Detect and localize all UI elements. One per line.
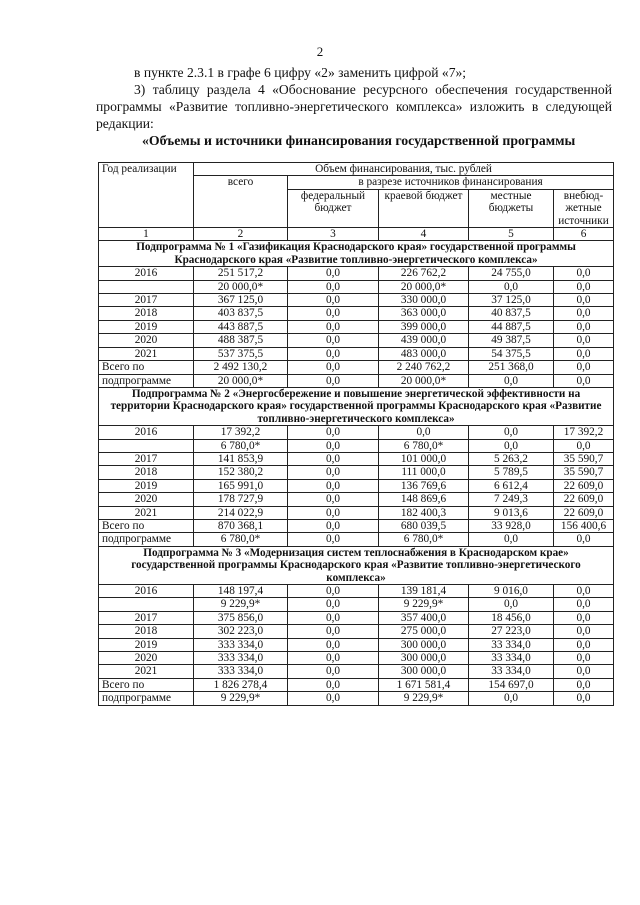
value-cell: 488 387,5 — [194, 334, 288, 347]
value-cell: 251 517,2 — [194, 267, 288, 280]
value-cell: 9 016,0 — [469, 585, 554, 598]
table-row — [99, 638, 614, 651]
value-cell: 275 000,0 — [379, 625, 469, 638]
value-cell: 20 000,0* — [194, 374, 288, 387]
table-row — [99, 625, 614, 638]
value-cell: 141 853,9 — [194, 452, 288, 465]
value-cell: 302 223,0 — [194, 625, 288, 638]
value-cell: 0,0 — [469, 439, 554, 452]
value-cell: 154 697,0 — [469, 678, 554, 691]
value-cell: 0,0 — [288, 678, 379, 691]
value-cell: 0,0 — [288, 334, 379, 347]
value-cell: 22 609,0 — [554, 493, 614, 506]
value-cell: 22 609,0 — [554, 479, 614, 492]
year-cell — [99, 598, 194, 611]
value-cell: 33 334,0 — [469, 665, 554, 678]
col-num-4: 4 — [379, 228, 469, 241]
table-row — [99, 611, 614, 624]
table-row — [99, 665, 614, 678]
year-cell: 2021 — [99, 506, 194, 519]
value-cell: 9 229,9* — [194, 598, 288, 611]
value-cell: 0,0 — [554, 307, 614, 320]
value-cell: 7 249,3 — [469, 493, 554, 506]
value-cell: 226 762,2 — [379, 267, 469, 280]
value-cell: 537 375,5 — [194, 347, 288, 360]
value-cell: 0,0 — [469, 374, 554, 387]
table-row — [99, 452, 614, 465]
year-cell: 2018 — [99, 307, 194, 320]
value-cell: 333 334,0 — [194, 665, 288, 678]
year-cell: 2021 — [99, 665, 194, 678]
subprogram-title: Подпрограмма № 2 «Энергосбережение и повышение энергетической эффективности на территории Краснодарского края» государственной программы Краснодарского края «Развитие топливно-энергетического комплекса» — [99, 387, 614, 425]
year-cell: 2020 — [99, 652, 194, 665]
value-cell: 24 755,0 — [469, 267, 554, 280]
value-cell: 0,0 — [554, 280, 614, 293]
header-by-sources: в разрезе источников финансирования — [288, 176, 614, 189]
year-cell: подпрограмме — [99, 692, 194, 705]
table-row — [99, 692, 614, 705]
value-cell: 300 000,0 — [379, 638, 469, 651]
value-cell: 0,0 — [554, 320, 614, 333]
value-cell: 33 334,0 — [469, 638, 554, 651]
header-total: всего — [194, 176, 288, 228]
value-cell: 139 181,4 — [379, 585, 469, 598]
paragraph-number: 3) — [134, 82, 146, 97]
year-cell: 2020 — [99, 493, 194, 506]
value-cell: 375 856,0 — [194, 611, 288, 624]
value-cell: 178 727,9 — [194, 493, 288, 506]
value-cell: 17 392,2 — [194, 426, 288, 439]
value-cell: 148 197,4 — [194, 585, 288, 598]
value-cell: 0,0 — [469, 692, 554, 705]
value-cell: 0,0 — [288, 307, 379, 320]
value-cell: 18 456,0 — [469, 611, 554, 624]
table-row — [99, 598, 614, 611]
table-row — [99, 374, 614, 387]
value-cell: 0,0 — [288, 493, 379, 506]
table-row — [99, 678, 614, 691]
value-cell: 0,0 — [554, 439, 614, 452]
value-cell: 17 392,2 — [554, 426, 614, 439]
value-cell: 0,0 — [288, 426, 379, 439]
value-cell: 35 590,7 — [554, 466, 614, 479]
year-cell: подпрограмме — [99, 374, 194, 387]
value-cell: 49 387,5 — [469, 334, 554, 347]
value-cell: 0,0 — [288, 611, 379, 624]
value-cell: 1 671 581,4 — [379, 678, 469, 691]
value-cell: 0,0 — [288, 374, 379, 387]
value-cell: 20 000,0* — [379, 374, 469, 387]
col-num-2: 2 — [194, 228, 288, 241]
value-cell: 6 612,4 — [469, 479, 554, 492]
year-cell: 2017 — [99, 611, 194, 624]
paragraph-text: таблицу раздела 4 «Обоснование ресурсного обеспечения государственной программы «Развитие топливно-энергетического комплекса» изложить в следующей редакции: — [96, 82, 612, 131]
value-cell: 0,0 — [288, 533, 379, 546]
value-cell: 0,0 — [554, 611, 614, 624]
table-row — [99, 466, 614, 479]
year-cell: Всего по — [99, 361, 194, 374]
value-cell: 0,0 — [288, 267, 379, 280]
value-cell: 0,0 — [554, 533, 614, 546]
year-cell: 2017 — [99, 294, 194, 307]
header-federal: федеральный бюджет — [288, 189, 379, 227]
value-cell: 357 400,0 — [379, 611, 469, 624]
table-row — [99, 479, 614, 492]
table-row — [99, 347, 614, 360]
value-cell: 6 780,0* — [194, 533, 288, 546]
value-cell: 870 368,1 — [194, 519, 288, 532]
value-cell: 0,0 — [288, 466, 379, 479]
financing-table — [98, 162, 614, 706]
value-cell: 20 000,0* — [194, 280, 288, 293]
value-cell: 300 000,0 — [379, 665, 469, 678]
value-cell: 152 380,2 — [194, 466, 288, 479]
value-cell: 0,0 — [288, 598, 379, 611]
value-cell: 6 780,0* — [379, 439, 469, 452]
value-cell: 9 229,9* — [379, 692, 469, 705]
value-cell: 439 000,0 — [379, 334, 469, 347]
value-cell: 2 492 130,2 — [194, 361, 288, 374]
value-cell: 40 837,5 — [469, 307, 554, 320]
value-cell: 54 375,5 — [469, 347, 554, 360]
value-cell: 20 000,0* — [379, 280, 469, 293]
value-cell: 0,0 — [288, 692, 379, 705]
value-cell: 0,0 — [288, 347, 379, 360]
paragraph-amendment-1: в пункте 2.3.1 в графе 6 цифру «2» заменить цифрой «7»; — [134, 65, 467, 80]
value-cell: 111 000,0 — [379, 466, 469, 479]
header-local: местные бюджеты — [469, 189, 554, 227]
value-cell: 5 789,5 — [469, 466, 554, 479]
value-cell: 0,0 — [554, 625, 614, 638]
value-cell: 0,0 — [288, 320, 379, 333]
value-cell: 443 887,5 — [194, 320, 288, 333]
table-row — [99, 585, 614, 598]
value-cell: 22 609,0 — [554, 506, 614, 519]
col-num-3: 3 — [288, 228, 379, 241]
table-row — [99, 334, 614, 347]
table-row — [99, 320, 614, 333]
value-cell: 0,0 — [288, 519, 379, 532]
year-cell: 2020 — [99, 334, 194, 347]
value-cell: 0,0 — [288, 280, 379, 293]
value-cell: 27 223,0 — [469, 625, 554, 638]
year-cell — [99, 280, 194, 293]
value-cell: 403 837,5 — [194, 307, 288, 320]
value-cell: 0,0 — [554, 692, 614, 705]
value-cell: 483 000,0 — [379, 347, 469, 360]
value-cell: 165 991,0 — [194, 479, 288, 492]
table-title: «Объемы и источники финансирования государственной программы — [142, 133, 576, 148]
value-cell: 5 263,2 — [469, 452, 554, 465]
value-cell: 300 000,0 — [379, 652, 469, 665]
value-cell: 6 780,0* — [379, 533, 469, 546]
value-cell: 0,0 — [288, 638, 379, 651]
value-cell: 35 590,7 — [554, 452, 614, 465]
year-cell: 2019 — [99, 320, 194, 333]
value-cell: 0,0 — [554, 267, 614, 280]
value-cell: 9 229,9* — [194, 692, 288, 705]
value-cell: 0,0 — [379, 426, 469, 439]
table-row — [99, 294, 614, 307]
value-cell: 0,0 — [288, 652, 379, 665]
value-cell: 0,0 — [554, 374, 614, 387]
value-cell: 333 334,0 — [194, 638, 288, 651]
table-row — [99, 426, 614, 439]
value-cell: 101 000,0 — [379, 452, 469, 465]
value-cell: 0,0 — [554, 334, 614, 347]
value-cell: 0,0 — [554, 665, 614, 678]
table-row — [99, 307, 614, 320]
header-offbudget: внебюд-жетные источники — [554, 189, 614, 227]
value-cell: 0,0 — [469, 280, 554, 293]
value-cell: 330 000,0 — [379, 294, 469, 307]
value-cell: 6 780,0* — [194, 439, 288, 452]
value-cell: 136 769,6 — [379, 479, 469, 492]
value-cell: 0,0 — [288, 585, 379, 598]
value-cell: 0,0 — [288, 294, 379, 307]
value-cell: 0,0 — [288, 439, 379, 452]
value-cell: 37 125,0 — [469, 294, 554, 307]
value-cell: 0,0 — [554, 361, 614, 374]
year-cell: Всего по — [99, 678, 194, 691]
header-year: Год реализации — [99, 163, 194, 228]
value-cell: 156 400,6 — [554, 519, 614, 532]
value-cell: 2 240 762,2 — [379, 361, 469, 374]
table-row — [99, 493, 614, 506]
value-cell: 1 826 278,4 — [194, 678, 288, 691]
value-cell: 0,0 — [554, 638, 614, 651]
year-cell: 2016 — [99, 426, 194, 439]
table-row — [99, 280, 614, 293]
value-cell: 214 022,9 — [194, 506, 288, 519]
header-volume: Объем финансирования, тыс. рублей — [194, 163, 614, 176]
value-cell: 0,0 — [469, 426, 554, 439]
table-row — [99, 506, 614, 519]
year-cell: 2021 — [99, 347, 194, 360]
year-cell: 2017 — [99, 452, 194, 465]
year-cell: Всего по — [99, 519, 194, 532]
table-row — [99, 519, 614, 532]
value-cell: 680 039,5 — [379, 519, 469, 532]
table-row — [99, 267, 614, 280]
header-regional: краевой бюджет — [379, 189, 469, 227]
value-cell: 0,0 — [288, 665, 379, 678]
value-cell: 367 125,0 — [194, 294, 288, 307]
value-cell: 0,0 — [554, 598, 614, 611]
value-cell: 251 368,0 — [469, 361, 554, 374]
value-cell: 0,0 — [288, 361, 379, 374]
value-cell: 0,0 — [554, 294, 614, 307]
value-cell: 363 000,0 — [379, 307, 469, 320]
table-row — [99, 361, 614, 374]
year-cell: 2019 — [99, 638, 194, 651]
value-cell: 0,0 — [469, 598, 554, 611]
value-cell: 9 013,6 — [469, 506, 554, 519]
year-cell: подпрограмме — [99, 533, 194, 546]
value-cell: 0,0 — [554, 347, 614, 360]
year-cell: 2016 — [99, 267, 194, 280]
table-row — [99, 652, 614, 665]
year-cell: 2016 — [99, 585, 194, 598]
table-row — [99, 533, 614, 546]
subprogram-title: Подпрограмма № 1 «Газификация Краснодарского края» государственной программы Краснодарского края «Развитие топливно-энергетического комплекса» — [99, 241, 614, 267]
value-cell: 0,0 — [288, 506, 379, 519]
value-cell: 182 400,3 — [379, 506, 469, 519]
value-cell: 44 887,5 — [469, 320, 554, 333]
paragraph-amendment-2 — [96, 81, 612, 132]
table-row — [99, 439, 614, 452]
col-num-1: 1 — [99, 228, 194, 241]
value-cell: 33 928,0 — [469, 519, 554, 532]
year-cell: 2018 — [99, 466, 194, 479]
value-cell: 9 229,9* — [379, 598, 469, 611]
value-cell: 148 869,6 — [379, 493, 469, 506]
value-cell: 333 334,0 — [194, 652, 288, 665]
value-cell: 0,0 — [288, 452, 379, 465]
year-cell: 2019 — [99, 479, 194, 492]
year-cell — [99, 439, 194, 452]
page-number: 2 — [316, 44, 324, 59]
value-cell: 0,0 — [469, 533, 554, 546]
value-cell: 0,0 — [554, 678, 614, 691]
value-cell: 0,0 — [554, 585, 614, 598]
value-cell: 399 000,0 — [379, 320, 469, 333]
value-cell: 0,0 — [288, 479, 379, 492]
value-cell: 33 334,0 — [469, 652, 554, 665]
col-num-6: 6 — [554, 228, 614, 241]
subprogram-title: Подпрограмма № 3 «Модернизация систем теплоснабжения в Краснодарском крае» государственной программы Краснодарского края «Развитие топливно-энергетического комплекса» — [99, 546, 614, 584]
value-cell: 0,0 — [288, 625, 379, 638]
year-cell: 2018 — [99, 625, 194, 638]
col-num-5: 5 — [469, 228, 554, 241]
value-cell: 0,0 — [554, 652, 614, 665]
